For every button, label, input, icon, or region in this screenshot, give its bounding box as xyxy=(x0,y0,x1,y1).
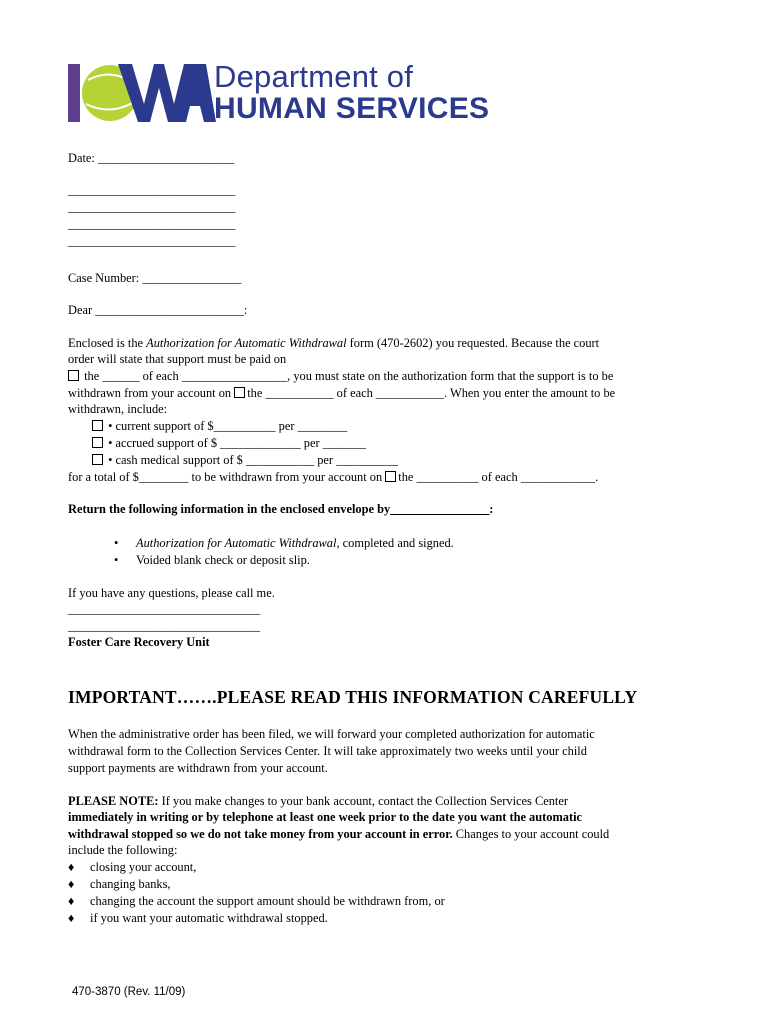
checkbox[interactable] xyxy=(92,437,103,448)
change-item: ♦ if you want your automatic withdrawal stopped. xyxy=(68,911,328,925)
order-line: order will state that support must be paid on xyxy=(68,352,287,366)
diamond-bullet-icon: ♦ xyxy=(68,860,75,874)
withdrawn-include: withdrawn, include: xyxy=(68,402,168,416)
checkbox[interactable] xyxy=(68,370,79,381)
support-item: • cash medical support of $ ___________ per __________ xyxy=(92,452,398,468)
form-name: Authorization for Automatic Withdrawal xyxy=(146,336,347,350)
address-line: ___________________________ xyxy=(68,217,236,231)
note-line: withdrawal stopped so we do not take money from your account in error. Changes to your account could xyxy=(68,827,610,841)
salutation: Dear ________________________: xyxy=(68,303,248,317)
return-item: • Voided blank check or deposit slip. xyxy=(114,553,310,567)
dhs-logo xyxy=(66,59,490,126)
signature-line: _______________________________ xyxy=(68,602,261,616)
signature-line: _______________________________ xyxy=(68,619,261,633)
withdrawn-line: withdrawn from your account on the ___________ of each ___________. When you enter the amount to be xyxy=(68,386,616,400)
iowa-logo-icon xyxy=(66,60,216,126)
address-line: ___________________________ xyxy=(68,234,236,248)
the-each-line: the ______ of each _________________, you must state on the authorization form that the support is to be xyxy=(68,368,613,384)
change-item: ♦ changing banks, xyxy=(68,877,171,891)
important-para-line: When the administrative order has been filed, we will forward your completed authorization for automatic xyxy=(68,727,595,741)
total-line: for a total of $________ to be withdrawn from your account on the __________ of each ____________. xyxy=(68,470,599,484)
support-item: • accrued support of $ _____________ per _______ xyxy=(92,435,366,451)
enclosed-line: Enclosed is the Authorization for Automatic Withdrawal form (470-2602) you requested. Because the court xyxy=(68,336,600,350)
svg-text:IOWA: IOWA xyxy=(66,60,69,61)
return-instruction: Return the following information in the enclosed envelope by________________: xyxy=(68,502,494,516)
return-item: • Authorization for Automatic Withdrawal, completed and signed. xyxy=(114,536,454,550)
form-number: 470-3870 (Rev. 11/09) xyxy=(72,986,186,998)
address-line: ___________________________ xyxy=(68,183,236,197)
note-line: include the following: xyxy=(68,843,178,857)
checkbox[interactable] xyxy=(385,471,396,482)
support-item: • current support of $__________ per ________ xyxy=(92,418,347,434)
diamond-bullet-icon: ♦ xyxy=(68,877,75,891)
diamond-bullet-icon: ♦ xyxy=(68,911,75,925)
checkbox[interactable] xyxy=(234,387,245,398)
checkbox[interactable] xyxy=(92,420,103,431)
dept-name-line2: HUMAN SERVICES xyxy=(214,92,490,125)
note-line: PLEASE NOTE: If you make changes to your bank account, contact the Collection Services Center xyxy=(68,794,568,808)
note-label: PLEASE NOTE: xyxy=(68,794,159,808)
important-para-line: withdrawal form to the Collection Services Center. It will take approximately two weeks until your child xyxy=(68,744,587,758)
diamond-bullet-icon: ♦ xyxy=(68,894,75,908)
address-line: ___________________________ xyxy=(68,200,236,214)
case-number-line: Case Number: ________________ xyxy=(68,271,242,285)
change-item: ♦ closing your account, xyxy=(68,860,197,874)
date-line: Date: ______________________ xyxy=(68,151,235,165)
change-item: ♦ changing the account the support amount should be withdrawn from, or xyxy=(68,894,445,908)
important-para-line: support payments are withdrawn from your account. xyxy=(68,761,328,775)
unit-name: Foster Care Recovery Unit xyxy=(68,635,210,649)
note-bold-line: immediately in writing or by telephone at least one week prior to the date you want the automatic xyxy=(68,810,583,824)
dept-name-line1: Department of xyxy=(214,59,414,94)
important-heading: IMPORTANT…….PLEASE READ THIS INFORMATION CAREFULLY xyxy=(68,687,638,707)
questions-line: If you have any questions, please call me. xyxy=(68,586,275,600)
checkbox[interactable] xyxy=(92,454,103,465)
